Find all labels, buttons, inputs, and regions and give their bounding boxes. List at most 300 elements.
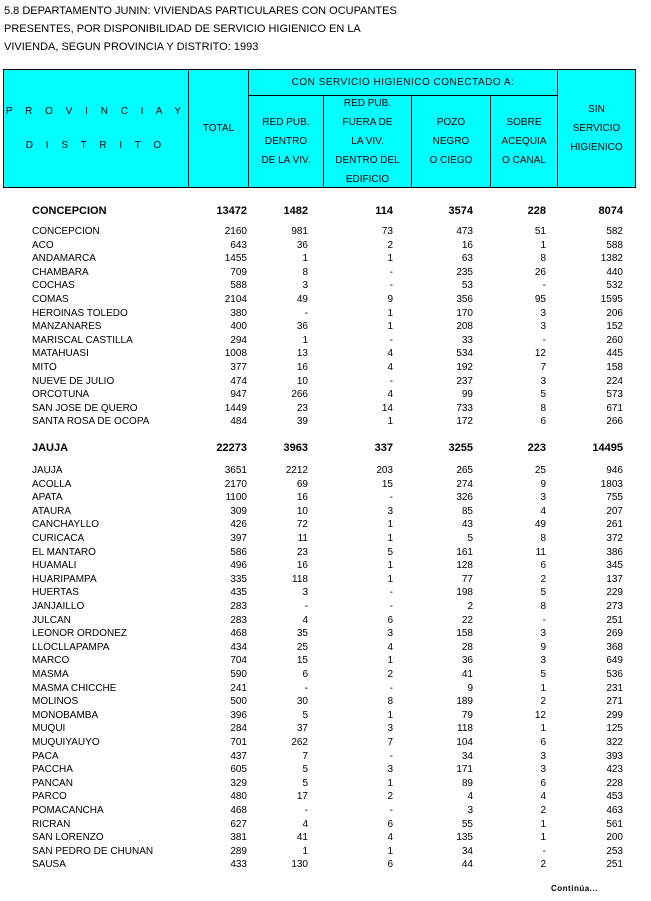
acequia-cell: 3 (540, 307, 546, 319)
acequia-cell: 8 (540, 253, 546, 265)
sin-servicio-cell: 269 (606, 628, 623, 640)
header-group-conectado: CON SERVICIO HIGIENICO CONECTADO A: (248, 69, 558, 96)
red-fuera-cell: - (389, 601, 393, 612)
sin-servicio-cell: 440 (606, 266, 623, 278)
total-cell: 1449 (224, 402, 247, 414)
acequia-cell: 4 (540, 791, 546, 803)
acequia-cell: 25 (534, 465, 546, 476)
header-pozo: POZO NEGRO O CIEGO (411, 95, 491, 188)
district-name: JAUJA (32, 465, 63, 476)
pozo-cell: 4 (467, 791, 473, 803)
red-dentro-cell: 16 (296, 362, 308, 373)
table-row (0, 546, 651, 559)
red-fuera-cell: - (389, 682, 393, 694)
pozo-cell: 9 (467, 682, 473, 694)
total-cell: 283 (230, 601, 247, 612)
acequia-cell: 2 (540, 696, 546, 708)
red-fuera-cell: 2 (387, 239, 393, 251)
district-name: CANCHAYLLO (32, 519, 100, 531)
district-name: ORCOTUNA (32, 389, 90, 401)
red-dentro-cell: 10 (296, 375, 308, 387)
acequia-cell: 6 (540, 560, 546, 572)
district-name: MANZANARES (32, 321, 102, 333)
acequia-cell: - (542, 334, 546, 346)
pozo-cell: 22 (461, 614, 473, 626)
pozo-cell: 55 (461, 818, 473, 830)
red-fuera-cell: 5 (387, 546, 393, 558)
header-distrito: D I S T R I T O (25, 139, 167, 151)
total-cell: 400 (230, 321, 247, 333)
red-fuera-cell: - (389, 805, 393, 816)
red-dentro-cell: 23 (296, 546, 308, 558)
table-row (0, 225, 651, 238)
red-dentro-cell: 36 (296, 239, 308, 251)
red-dentro-cell: 41 (296, 832, 308, 844)
red-dentro-cell: 3963 (283, 442, 308, 454)
acequia-cell: 5 (540, 389, 546, 401)
total-cell: 588 (230, 280, 247, 292)
pozo-cell: 41 (461, 669, 473, 680)
red-dentro-cell: 1 (302, 845, 308, 857)
sin-servicio-cell: 582 (606, 226, 623, 237)
red-dentro-cell: 3 (302, 280, 308, 292)
district-name: APATA (32, 492, 63, 504)
district-name: PARCO (32, 791, 67, 803)
red-dentro-cell: 1482 (283, 205, 308, 217)
district-name: MASMA (32, 669, 69, 680)
total-cell: 22273 (216, 442, 247, 454)
red-dentro-cell: 118 (292, 573, 308, 585)
red-dentro-cell: - (304, 601, 308, 612)
district-name: ACOLLA (32, 478, 72, 490)
acequia-cell: 1 (540, 682, 546, 694)
total-cell: 709 (230, 266, 247, 278)
pozo-cell: 265 (456, 465, 473, 476)
total-cell: 397 (230, 533, 247, 544)
district-name: CHAMBARA (32, 266, 89, 278)
district-name: SAN LORENZO (32, 832, 104, 844)
pozo-cell: 274 (456, 478, 473, 490)
red-dentro-cell: 11 (297, 533, 308, 544)
red-dentro-cell: 49 (296, 294, 308, 305)
pozo-cell: 198 (456, 587, 473, 599)
acequia-cell: 1 (540, 818, 546, 830)
header-total: TOTAL (188, 69, 249, 188)
total-cell: 643 (230, 239, 247, 251)
sin-servicio-cell: 152 (606, 321, 623, 333)
table-row (0, 491, 651, 504)
sin-servicio-cell: 271 (606, 696, 623, 708)
acequia-cell: 6 (540, 737, 546, 748)
total-cell: 435 (230, 587, 247, 599)
red-dentro-cell: 16 (296, 492, 308, 504)
red-fuera-cell: 337 (374, 442, 393, 454)
district-name: COMAS (32, 294, 69, 305)
red-fuera-cell: 3 (387, 628, 393, 640)
district-name: MUQUIYAUYO (32, 737, 100, 748)
total-cell: 289 (230, 845, 247, 857)
total-cell: 480 (230, 791, 247, 803)
table-row (0, 709, 651, 722)
total-cell: 434 (230, 641, 247, 653)
title-line-3: VIVIENDA, SEGUN PROVINCIA Y DISTRITO: 1993 (4, 41, 259, 53)
pozo-cell: 171 (456, 764, 473, 776)
header-sin-servicio: SIN SERVICIO HIGIENICO (557, 69, 636, 188)
title-line-1: 5.8 DEPARTAMENTO JUNIN: VIVIENDAS PARTICULARES CON OCUPANTES (4, 5, 397, 17)
red-fuera-cell: 1 (387, 655, 393, 667)
table-row (0, 777, 651, 790)
red-dentro-cell: 23 (296, 402, 308, 414)
total-cell: 437 (230, 750, 247, 762)
acequia-cell: 9 (540, 641, 546, 653)
total-cell: 627 (230, 818, 247, 830)
red-dentro-cell: 266 (291, 389, 308, 401)
acequia-cell: - (542, 614, 546, 626)
sin-servicio-cell: 260 (606, 334, 623, 346)
pozo-cell: 189 (456, 696, 473, 708)
acequia-cell: 223 (527, 442, 546, 454)
table-row (0, 682, 651, 695)
acequia-cell: 3 (540, 764, 546, 776)
total-cell: 294 (230, 334, 247, 346)
pozo-cell: 3574 (448, 205, 473, 217)
district-name: SAN JOSE DE QUERO (32, 402, 138, 414)
pozo-cell: 172 (456, 416, 473, 428)
sin-servicio-cell: 231 (606, 682, 623, 694)
table-row (0, 347, 651, 360)
red-fuera-cell: - (389, 750, 393, 762)
table-row (0, 790, 651, 803)
table-row (0, 320, 651, 333)
pozo-cell: 170 (456, 307, 473, 319)
sin-servicio-cell: 251 (606, 614, 623, 626)
red-fuera-cell: 6 (387, 614, 393, 626)
red-fuera-cell: 4 (387, 832, 393, 844)
pozo-cell: 733 (456, 402, 473, 414)
red-fuera-cell: 4 (387, 348, 393, 360)
acequia-cell: 1 (540, 832, 546, 844)
sin-servicio-cell: 372 (606, 533, 623, 544)
acequia-cell: 6 (540, 416, 546, 428)
table-row (0, 614, 651, 627)
total-cell: 468 (230, 628, 247, 640)
red-dentro-cell: 39 (296, 416, 308, 428)
pozo-cell: 192 (456, 362, 473, 373)
district-name: MATAHUASI (32, 348, 89, 360)
total-cell: 500 (230, 696, 247, 708)
total-cell: 1008 (224, 348, 247, 360)
table-row (0, 518, 651, 531)
continua-note: Continúa... (551, 884, 598, 893)
pozo-cell: 28 (461, 641, 473, 653)
table-row (0, 858, 651, 871)
sin-servicio-cell: 253 (606, 845, 623, 857)
acequia-cell: 9 (540, 478, 546, 490)
red-fuera-cell: - (389, 587, 393, 599)
red-dentro-cell: 30 (296, 696, 308, 708)
total-cell: 496 (230, 560, 247, 572)
district-name: ANDAMARCA (32, 253, 96, 265)
table-row (0, 464, 651, 477)
red-fuera-cell: 9 (387, 294, 393, 305)
sin-servicio-cell: 158 (606, 362, 623, 373)
district-name: EL MANTARO (32, 546, 96, 558)
pozo-cell: 33 (461, 334, 473, 346)
sin-servicio-cell: 251 (606, 859, 623, 871)
district-name: MONOBAMBA (32, 709, 99, 721)
pozo-cell: 63 (461, 253, 473, 265)
total-cell: 947 (230, 389, 247, 401)
district-name: MITO (32, 362, 57, 373)
table-header (3, 69, 636, 188)
pozo-cell: 44 (461, 859, 473, 871)
red-fuera-cell: - (389, 280, 393, 292)
pozo-cell: 16 (461, 239, 473, 251)
sin-servicio-cell: 445 (606, 348, 623, 360)
table-row (0, 415, 651, 428)
pozo-cell: 34 (461, 750, 473, 762)
red-fuera-cell: 1 (387, 519, 393, 531)
red-dentro-cell: 8 (302, 266, 308, 278)
red-fuera-cell: 1 (387, 777, 393, 789)
pozo-cell: 85 (461, 505, 473, 517)
sin-servicio-cell: 14495 (592, 442, 623, 454)
acequia-cell: 49 (534, 519, 546, 531)
pozo-cell: 99 (461, 389, 473, 401)
sin-servicio-cell: 137 (606, 573, 623, 585)
red-fuera-cell: 14 (381, 402, 393, 414)
total-cell: 2104 (224, 294, 247, 305)
table-row (0, 695, 651, 708)
red-dentro-cell: 69 (296, 478, 308, 490)
table-row (0, 641, 651, 654)
table-row (0, 586, 651, 599)
total-cell: 396 (230, 709, 247, 721)
red-fuera-cell: - (389, 375, 393, 387)
province-name: JAUJA (32, 442, 69, 454)
sin-servicio-cell: 229 (606, 587, 623, 599)
red-dentro-cell: 17 (296, 791, 308, 803)
sin-servicio-cell: 125 (606, 723, 623, 735)
red-fuera-cell: 3 (387, 764, 393, 776)
district-name: CONCEPCION (32, 226, 100, 237)
table-row (0, 559, 651, 572)
red-dentro-cell: 3 (302, 587, 308, 599)
sin-servicio-cell: 536 (606, 669, 623, 680)
district-name: LEONOR ORDONEZ (32, 628, 128, 640)
total-cell: 13472 (216, 205, 247, 217)
acequia-cell: 3 (540, 655, 546, 667)
sin-servicio-cell: 1803 (600, 478, 623, 490)
sin-servicio-cell: 649 (606, 655, 623, 667)
table-row (0, 334, 651, 347)
pozo-cell: 158 (456, 628, 473, 640)
sin-servicio-cell: 532 (606, 280, 623, 292)
sin-servicio-cell: 453 (606, 791, 623, 803)
district-name: PACCHA (32, 764, 73, 776)
red-dentro-cell: 15 (296, 655, 308, 667)
table-row (0, 279, 651, 292)
sin-servicio-cell: 266 (606, 416, 623, 428)
table-row (0, 654, 651, 667)
sin-servicio-cell: 671 (606, 402, 623, 414)
acequia-cell: 1 (540, 723, 546, 735)
red-fuera-cell: 1 (387, 416, 393, 428)
red-fuera-cell: 6 (387, 818, 393, 830)
table-row (0, 845, 651, 858)
sin-servicio-cell: 1595 (600, 294, 623, 305)
red-dentro-cell: 25 (296, 641, 308, 653)
district-name: POMACANCHA (32, 805, 104, 816)
red-dentro-cell: 37 (296, 723, 308, 735)
acequia-cell: 51 (534, 226, 546, 237)
pozo-cell: 3 (467, 805, 473, 816)
total-cell: 241 (230, 682, 247, 694)
sin-servicio-cell: 1382 (600, 253, 623, 265)
acequia-cell: 5 (540, 587, 546, 599)
red-dentro-cell: - (304, 805, 308, 816)
pozo-cell: 326 (456, 492, 473, 504)
pozo-cell: 3255 (448, 442, 473, 454)
red-dentro-cell: 5 (302, 777, 308, 789)
table-row (0, 402, 651, 415)
district-name: SAN PEDRO DE CHUNAN (32, 845, 154, 857)
red-fuera-cell: - (389, 334, 393, 346)
sin-servicio-cell: 368 (606, 641, 623, 653)
pozo-cell: 77 (461, 573, 473, 585)
pozo-cell: 473 (456, 226, 473, 237)
acequia-cell: 1 (540, 239, 546, 251)
red-fuera-cell: 1 (387, 709, 393, 721)
red-dentro-cell: 10 (296, 505, 308, 517)
acequia-cell: 8 (540, 601, 546, 612)
total-cell: 701 (230, 737, 247, 748)
total-cell: 1455 (224, 253, 247, 265)
red-dentro-cell: 262 (291, 737, 308, 748)
district-name: PANCAN (32, 777, 73, 789)
sin-servicio-cell: 393 (606, 750, 623, 762)
sin-servicio-cell: 200 (606, 832, 623, 844)
table-row (0, 532, 651, 545)
sin-servicio-cell: 299 (606, 709, 623, 721)
sin-servicio-cell: 423 (606, 764, 623, 776)
acequia-cell: 8 (540, 402, 546, 414)
district-name: ATAURA (32, 505, 72, 517)
red-dentro-cell: - (304, 682, 308, 694)
table-row (0, 750, 651, 763)
acequia-cell: 6 (540, 777, 546, 789)
pozo-cell: 89 (461, 777, 473, 789)
district-name: NUEVE DE JULIO (32, 375, 115, 387)
acequia-cell: 2 (540, 573, 546, 585)
pozo-cell: 2 (467, 601, 473, 612)
sin-servicio-cell: 206 (606, 307, 623, 319)
district-name: SAUSA (32, 859, 66, 871)
table-row (0, 722, 651, 735)
table-row (0, 804, 651, 817)
acequia-cell: 2 (540, 859, 546, 871)
acequia-cell: - (542, 280, 546, 292)
total-cell: 329 (230, 777, 247, 789)
red-dentro-cell: 130 (291, 859, 308, 871)
title-line-2: PRESENTES, POR DISPONIBILIDAD DE SERVICIO HIGIENICO EN LA (4, 23, 361, 35)
table-row (0, 505, 651, 518)
district-name: HUARIPAMPA (32, 573, 97, 585)
sin-servicio-cell: 463 (606, 805, 623, 816)
red-dentro-cell: - (304, 307, 308, 319)
district-name: HUAMALI (32, 560, 77, 572)
sin-servicio-cell: 224 (606, 375, 623, 387)
total-cell: 3651 (224, 465, 247, 476)
table-row (0, 388, 651, 401)
total-cell: 468 (230, 805, 247, 816)
pozo-cell: 237 (456, 375, 473, 387)
red-fuera-cell: 2 (387, 669, 393, 680)
red-fuera-cell: 203 (376, 465, 393, 476)
sin-servicio-cell: 946 (606, 465, 623, 476)
total-cell: 484 (230, 416, 247, 428)
acequia-cell: 26 (534, 266, 546, 278)
acequia-cell: 3 (540, 321, 546, 333)
red-dentro-cell: 4 (302, 614, 308, 626)
red-dentro-cell: 4 (302, 818, 308, 830)
red-dentro-cell: 36 (296, 321, 308, 333)
acequia-cell: - (542, 845, 546, 857)
district-name: LLOCLLAPAMPA (32, 641, 110, 653)
sin-servicio-cell: 386 (606, 546, 623, 558)
acequia-cell: 7 (540, 362, 546, 373)
pozo-cell: 43 (461, 519, 473, 531)
pozo-cell: 135 (456, 832, 473, 844)
pozo-cell: 128 (456, 560, 473, 572)
total-cell: 284 (230, 723, 247, 735)
total-cell: 381 (230, 832, 247, 844)
red-fuera-cell: 3 (387, 505, 393, 517)
district-name: COCHAS (32, 280, 75, 292)
province-name: CONCEPCION (32, 205, 107, 217)
district-name: PACA (32, 750, 59, 762)
table-row (0, 293, 651, 306)
acequia-cell: 5 (540, 669, 546, 680)
district-name: SANTA ROSA DE OCOPA (32, 416, 150, 428)
district-name: MUQUI (32, 723, 66, 735)
red-fuera-cell: 73 (381, 226, 393, 237)
red-dentro-cell: 5 (302, 709, 308, 721)
table-row (0, 307, 651, 320)
district-name: MARISCAL CASTILLA (32, 334, 133, 346)
pozo-cell: 356 (456, 294, 473, 305)
acequia-cell: 12 (534, 348, 546, 360)
red-fuera-cell: 114 (375, 205, 393, 217)
acequia-cell: 3 (540, 492, 546, 504)
total-cell: 433 (230, 859, 247, 871)
header-acequia: SOBRE ACEQUIA O CANAL (490, 95, 558, 188)
red-dentro-cell: 7 (302, 750, 308, 762)
table-row (0, 239, 651, 252)
sin-servicio-cell: 228 (606, 777, 623, 789)
total-cell: 2170 (224, 478, 247, 490)
pozo-cell: 34 (461, 845, 473, 857)
total-cell: 377 (230, 362, 247, 373)
red-fuera-cell: 3 (387, 723, 393, 735)
red-fuera-cell: 8 (387, 696, 393, 708)
table-row (0, 736, 651, 749)
pozo-cell: 161 (456, 546, 473, 558)
red-fuera-cell: 1 (387, 560, 393, 572)
pozo-cell: 104 (456, 737, 473, 748)
acequia-cell: 4 (540, 505, 546, 517)
acequia-cell: 228 (527, 205, 546, 217)
